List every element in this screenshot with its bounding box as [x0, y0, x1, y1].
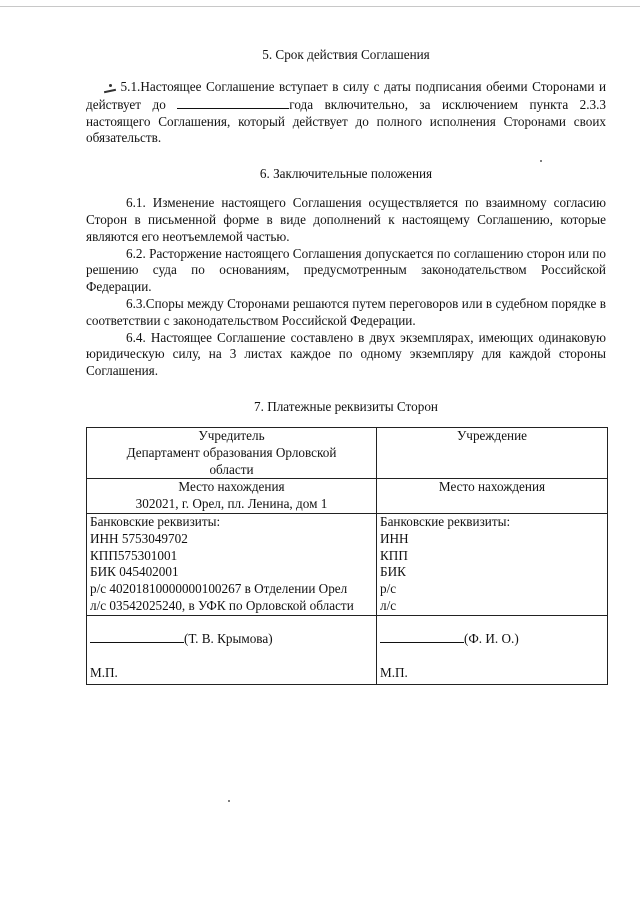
left-party-cell — [87, 427, 377, 478]
right-bank-cell — [377, 513, 608, 615]
paragraph-6-4: 6.4. Настоящее Соглашение составлено в двух экземплярах, имеющих одинаковую юридическую силу, на 3 листах каждое по одному экземпляру для каждой стороны Соглашения. — [86, 329, 606, 379]
section-5-heading: 5. Срок действия Соглашения — [262, 47, 430, 62]
table-row — [87, 615, 608, 684]
right-signature-cell — [377, 615, 608, 684]
left-signature-name: (Т. В. Крымова) — [184, 630, 273, 646]
left-signature-line — [90, 630, 373, 648]
table-row — [87, 513, 608, 615]
left-bank-label: Банковские реквизиты: — [90, 513, 221, 529]
left-bank-cell — [87, 513, 377, 615]
left-stamp: М.П. — [90, 664, 118, 680]
left-role: Учредитель — [198, 427, 265, 443]
paragraph-5-1-start: 5.1.Настоящее Соглашение вступает в силу с даты подписания обеими Сторонами и действует до — [86, 79, 606, 112]
right-ls: л/с — [380, 597, 397, 613]
scan-speck — [540, 160, 542, 162]
right-party-cell — [377, 427, 608, 478]
right-inn: ИНН — [380, 530, 409, 546]
date-blank-line — [177, 96, 289, 109]
left-bik: БИК 045402001 — [90, 564, 179, 580]
signature-blank-line — [380, 630, 464, 643]
right-bank-label: Банковские реквизиты: — [380, 513, 511, 529]
signature-blank-line — [90, 630, 184, 643]
right-stamp: М.П. — [380, 664, 408, 680]
right-signature-name: (Ф. И. О.) — [464, 630, 519, 646]
paragraph-6-1: 6.1. Изменение настоящего Соглашения осуществляется по взаимному согласию Сторон в письменной форме в виде дополнений к настоящему Соглашению, которые являются его неотъемлемой частью. — [86, 195, 606, 244]
right-signature-line — [380, 630, 604, 648]
paragraph-5-1-end: года включительно, за исключением пункта 2.3.3 настоящего Соглашения, который действует до полного исполнения Сторонами своих обязательств. — [86, 96, 606, 146]
left-ls: л/с 03542025240, в УФК по Орловской области — [90, 597, 354, 613]
left-kpp: КПП575301001 — [90, 547, 178, 563]
right-bik: БИК — [380, 564, 406, 580]
document-page — [86, 46, 606, 685]
handwritten-mark — [104, 83, 116, 91]
payment-details-table — [86, 427, 608, 685]
left-rs: р/с 40201810000000100267 в Отделении Орел — [90, 581, 348, 597]
right-role: Учреждение — [456, 427, 528, 443]
paragraph-6-2: 6.2. Расторжение настоящего Соглашения допускается по соглашению сторон или по решению суда по основаниям, предусмотренным законодательством Российской Федерации. — [86, 245, 606, 295]
paragraph-5-1 — [86, 79, 606, 147]
left-inn: ИНН 5753049702 — [90, 530, 188, 546]
left-address: 302021, г. Орел, пл. Ленина, дом 1 — [135, 496, 328, 512]
left-signature-cell — [87, 615, 377, 684]
table-row — [87, 427, 608, 478]
right-location-label: Место нахождения — [438, 479, 546, 495]
section-6-heading: 6. Заключительные положения — [259, 166, 433, 182]
right-location-cell — [377, 479, 608, 514]
paragraph-6-3: 6.3.Споры между Сторонами решаются путем переговоров или в судебном порядке в соответствии с законодательством Российской Федерации. — [86, 295, 606, 328]
page-top-edge — [0, 6, 640, 7]
left-party-name: Департамент образования Орловской области — [126, 444, 337, 477]
table-row — [87, 479, 608, 514]
left-location-label: Место нахождения — [178, 479, 285, 495]
left-location-cell — [87, 479, 377, 514]
scan-speck — [228, 800, 230, 802]
section-7-heading: 7. Платежные реквизиты Сторон — [254, 398, 438, 414]
right-kpp: КПП — [380, 547, 408, 563]
right-rs: р/с — [380, 581, 397, 597]
